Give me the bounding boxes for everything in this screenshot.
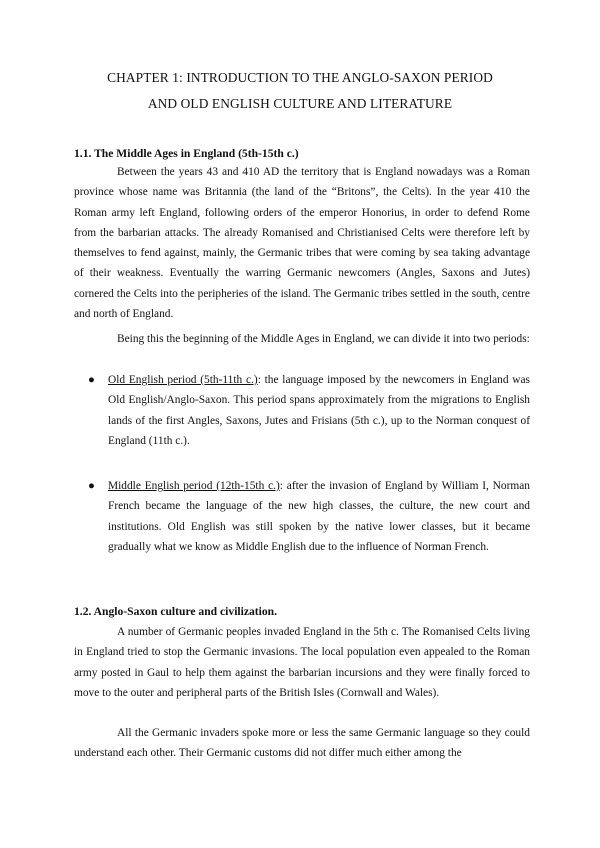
chapter-title-line-1: CHAPTER 1: INTRODUCTION TO THE ANGLO-SAXON PERIOD	[107, 70, 493, 85]
section-2-heading: 1.2. Anglo-Saxon culture and civilization.	[74, 605, 278, 618]
section-1-paragraph-1: Between the years 43 and 410 AD the territory that is England nowadays was a Roman province whose name was Britannia (the land of the “Britons”, the Celts). In the year 410 the Roman army left England, following orders of the emperor Honorius, in order to defend Rome from the barbarian attacks. The already Romanised and Christianised Celts were therefore left by themselves to fend against, mainly, the Germanic tribes that were coming by sea taking advantage of their weakness. Eventually the warring Germanic newcomers (Angles, Saxons and Jutes) cornered the Celts into the peripheries of the island. The Germanic tribes settled in the south, centre and north of England.	[74, 166, 530, 321]
chapter-title-line-2: AND OLD ENGLISH CULTURE AND LITERATURE	[147, 96, 453, 111]
bullet-text	[108, 370, 530, 451]
bullet-description: : after the invasion of England by William I, Norman French became the language of the new high classes, the culture, the new court and institutions. Old English was still spoken by the native lower classes, but it became gradually what we know as Middle English due to the influence of Norman French.	[108, 480, 531, 553]
bullet-icon: ●	[88, 480, 95, 492]
section-2-paragraph-1: A number of Germanic peoples invaded England in the 5th c. The Romanised Celts living in England tried to stop the Germanic invasions. The local population even appealed to the Roman army posted in Gaul to help them against the barbarian incursions and they were finally forced to move to the outer and peripheral parts of the British Isles (Cornwall and Wales).	[74, 626, 530, 699]
bullet-text	[108, 476, 530, 557]
bullet-icon: ●	[88, 374, 95, 386]
bullet-old-english	[74, 370, 530, 451]
section-2-paragraph-2: All the Germanic invaders spoke more or less the same Germanic language so they could understand each other. Their Germanic customs did not differ much either among the	[74, 727, 530, 760]
section-1-paragraph-2: Being this the beginning of the Middle Ages in England, we can divide it into two periods:	[117, 333, 530, 345]
bullet-term: Middle English period (12th-15th c.)	[108, 480, 280, 492]
bullet-term: Old English period (5th-11th c.)	[108, 374, 258, 386]
bullet-description: : the language imposed by the newcomers in England was Old English/Anglo-Saxon. This period spans approximately from the migrations to English lands of the first Angles, Saxons, Jutes and Frisians (5th c.), up to the Norman conquest of England (11th c.).	[108, 374, 530, 447]
section-1-heading: 1.1. The Middle Ages in England (5th-15th c.)	[74, 147, 299, 160]
bullet-middle-english	[74, 476, 530, 557]
